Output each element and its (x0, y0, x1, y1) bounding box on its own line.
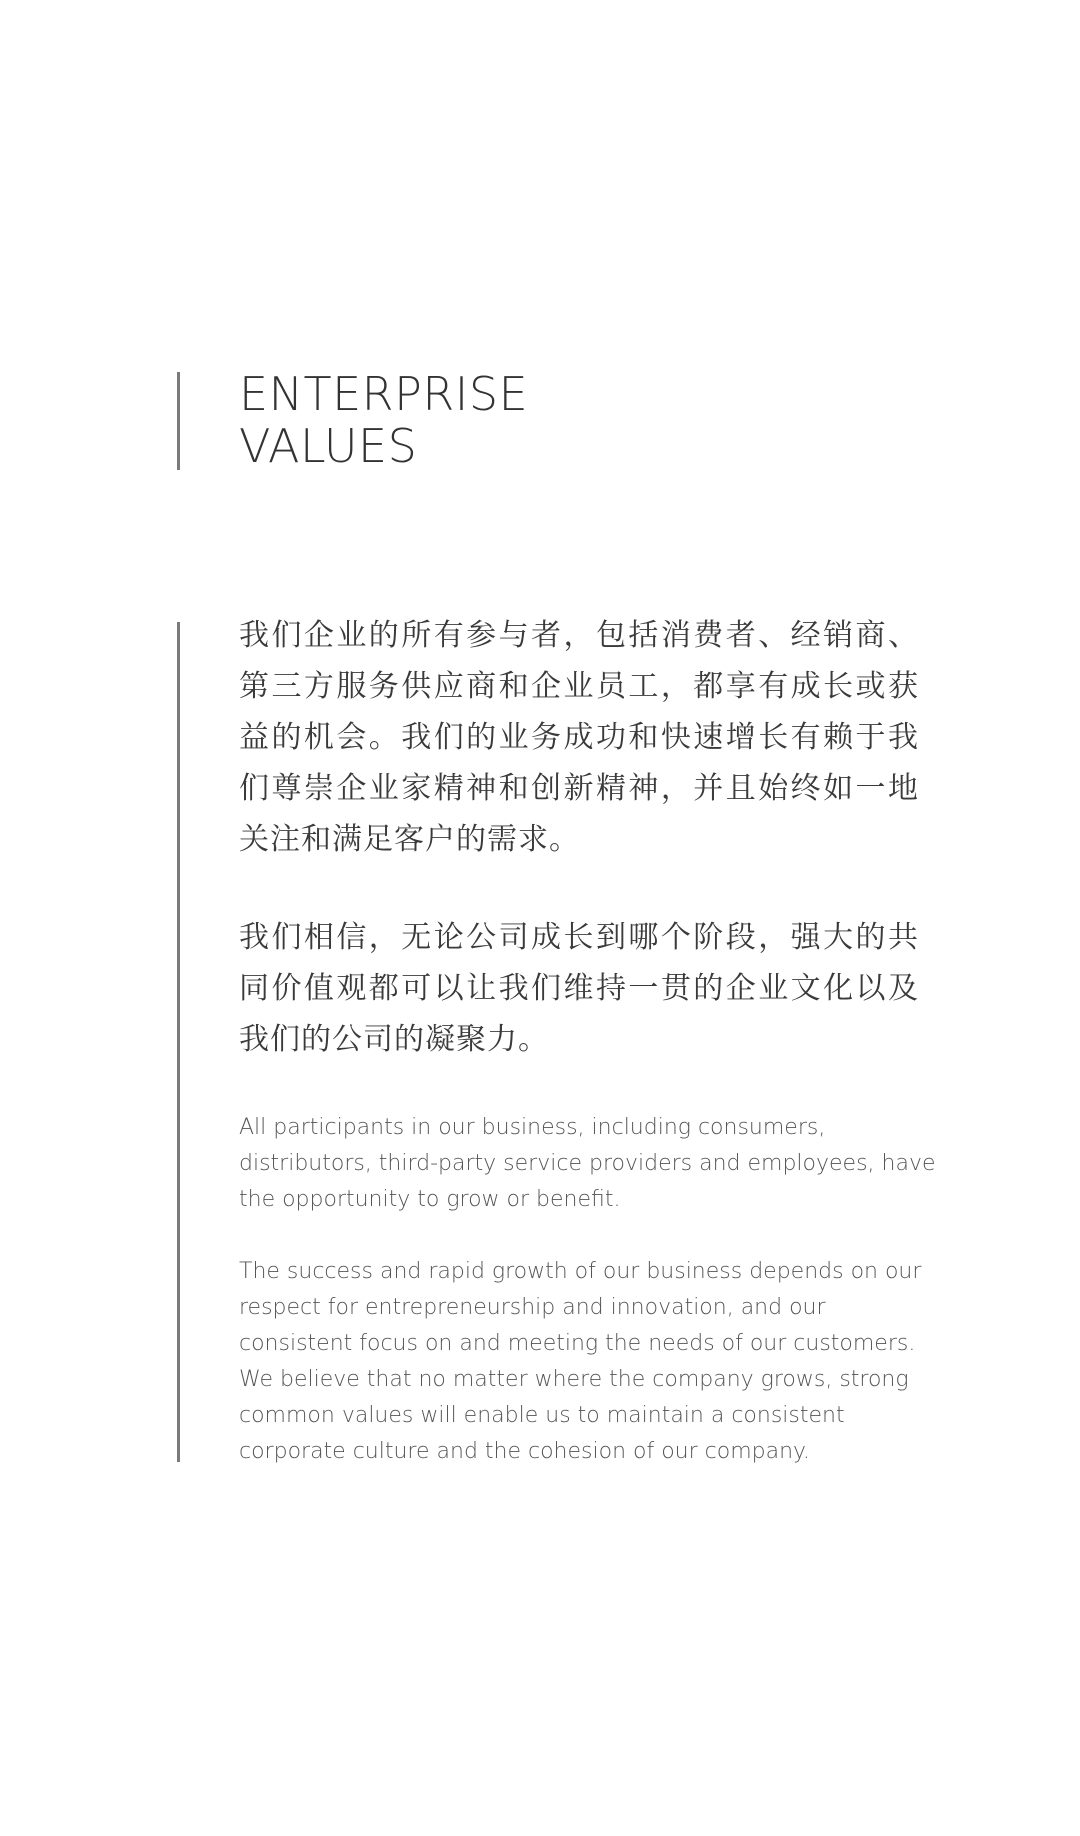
content-block (177, 618, 937, 1464)
page-title-line-2: VALUES (239, 419, 418, 473)
title-accent-bar (177, 372, 180, 470)
english-paragraph-2: The success and rapid growth of our business depends on our respect for entrepreneurship and innovation, and our consistent focus on and meeting the needs of our customers. We believe that no matter where the company grows, strong common values will enable us to maintain a consistent corporate culture and the cohesion of our company. (239, 1259, 922, 1464)
page-title (239, 368, 528, 472)
content-accent-bar (177, 622, 180, 1462)
english-paragraph-1: All participants in our business, including consumers, distributors, third-party service providers and employees, have the opportunity to grow or benefit. (239, 1115, 936, 1212)
chinese-paragraph-2: 我们相信，无论公司成长到哪个阶段，强大的共同价值观都可以让我们维持一贯的企业文化以及我们的公司的凝聚力。 (239, 920, 919, 1057)
chinese-paragraph-1: 我们企业的所有参与者，包括消费者、经销商、第三方服务供应商和企业员工，都享有成长或获益的机会。我们的业务成功和快速增长有赖于我们尊崇企业家精神和创新精神，并且始终如一地关注和满足客户的需求。 (239, 618, 919, 857)
page-title-line-1: ENTERPRISE (239, 367, 529, 421)
